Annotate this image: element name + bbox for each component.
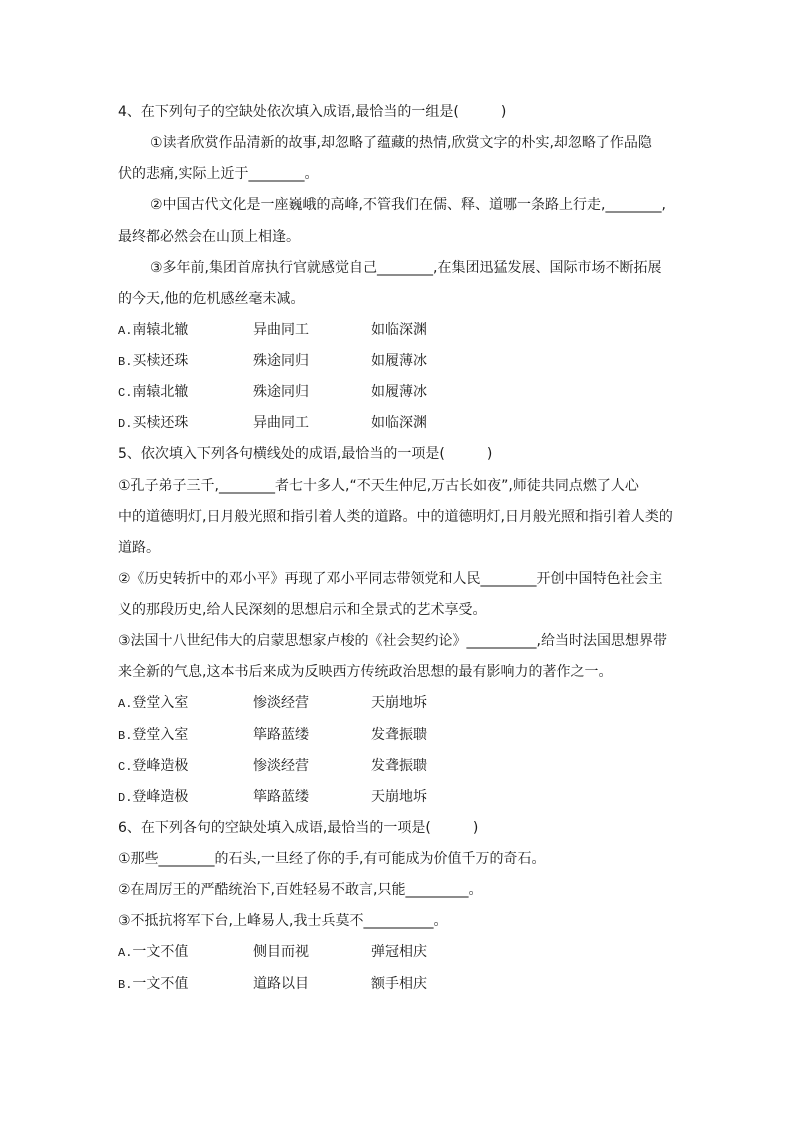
option-choice: 如履薄冰 <box>371 353 427 369</box>
option-cell <box>118 408 253 440</box>
question-4-option-c <box>118 377 694 408</box>
option-cell <box>118 688 253 720</box>
option-choice: 如履薄冰 <box>371 384 427 401</box>
option-choice: 一文不值 <box>132 944 189 961</box>
option-label: B. <box>118 977 133 992</box>
option-choice: 额手相庆 <box>371 975 427 992</box>
question-5-stem: 5、依次填入下列各句横线处的成语,最恰当的一项是( ) <box>118 446 493 463</box>
option-cell <box>118 315 253 347</box>
option-choice: 如临深渊 <box>371 415 427 432</box>
option-cell <box>118 346 253 378</box>
option-choice: 发聋振聩 <box>371 726 427 743</box>
option-choice: 殊途同归 <box>253 353 309 369</box>
option-choice: 天崩地坼 <box>371 788 427 805</box>
option-cell <box>118 720 253 752</box>
option-cell <box>118 751 253 783</box>
question-4-sentence-1-line-2: 伏的悲痛,实际上近于________。 <box>118 166 319 183</box>
question-4-option-a <box>118 315 694 346</box>
question-5-sentence-2-line-2: 义的那段历史,给人民深刻的思想启示和全景式的艺术享受。 <box>118 602 487 618</box>
option-label: A. <box>118 946 133 961</box>
option-choice: 发聋振聩 <box>371 757 427 774</box>
option-choice: 天崩地坼 <box>371 695 427 712</box>
question-6-option-b <box>118 969 694 1000</box>
option-choice: 买椟还珠 <box>132 353 189 369</box>
option-label: A. <box>118 323 133 338</box>
option-choice: 弹冠相庆 <box>371 944 427 961</box>
question-4-sentence-3-line-2: 的今天,他的危机感丝毫未减。 <box>118 290 305 307</box>
question-4-sentence-2-line-2: 最终都必然会在山顶上相逢。 <box>118 228 300 245</box>
option-choice: 筚路蓝缕 <box>253 726 309 743</box>
question-6-sentence-3: ③不抵抗将军下台,上峰易人,我士兵莫不__________。 <box>118 913 448 930</box>
question-4-option-d <box>118 408 694 439</box>
option-choice: 登堂入室 <box>132 726 189 743</box>
option-cell <box>118 377 253 409</box>
question-6-sentence-1: ①那些________的石头,一旦经了你的手,有可能成为价值千万的奇石。 <box>118 851 546 867</box>
question-4-option-b <box>118 346 694 377</box>
option-choice: 南辕北辙 <box>132 384 189 401</box>
option-cell <box>118 969 253 1001</box>
question-5-sentence-2-line-1: ②《历史转折中的邓小平》再现了邓小平同志带领党和人民________开创中国特色社会主 <box>118 570 663 587</box>
option-choice: 买椟还珠 <box>132 415 189 432</box>
question-6-sentence-2: ②在周厉王的严酷统治下,百姓轻易不敢言,只能_________。 <box>118 882 483 899</box>
option-choice: 登堂入室 <box>132 695 189 712</box>
option-choice: 一文不值 <box>132 975 189 992</box>
option-choice: 异曲同工 <box>253 321 309 338</box>
question-5-option-a <box>118 688 694 719</box>
question-5-sentence-3-line-2: 来全新的气息,这本书后来成为反映西方传统政治思想的最有影响力的著作之一。 <box>118 664 613 681</box>
option-label: D. <box>118 417 133 432</box>
option-label: C. <box>118 759 133 774</box>
option-choice: 惨淡经营 <box>253 695 309 712</box>
question-6-stem: 6、在下列各句的空缺处填入成语,最恰当的一项是( ) <box>118 819 479 836</box>
option-choice: 殊途同归 <box>253 384 309 401</box>
option-choice: 登峰造极 <box>132 757 189 774</box>
document-content <box>118 97 694 1000</box>
question-6-option-a <box>118 937 694 968</box>
option-choice: 登峰造极 <box>132 788 189 805</box>
option-choice: 异曲同工 <box>253 415 309 432</box>
question-5-option-d <box>118 782 694 813</box>
question-5-sentence-1-line-3: 道路。 <box>118 539 160 556</box>
option-label: A. <box>118 697 133 712</box>
question-4-sentence-2-line-1: ②中国古代文化是一座巍峨的高峰,不管我们在儒、释、道哪一条路上行走,________, <box>150 197 666 214</box>
option-choice: 南辕北辙 <box>132 321 189 338</box>
option-choice: 如临深渊 <box>371 321 427 338</box>
option-cell <box>118 937 253 969</box>
question-5-option-b <box>118 720 694 751</box>
option-label: B. <box>118 728 133 743</box>
question-4-stem: 4、在下列句子的空缺处依次填入成语,最恰当的一组是( ) <box>118 104 507 120</box>
question-5-sentence-1-line-2: 中的道德明灯,日月般光照和指引着人类的道路。中的道德明灯,日月般光照和指引着人类的 <box>118 508 673 525</box>
question-5-sentence-1-line-1: ①孔子弟子三千,________者七十多人,“不天生仲尼,万古长如夜”,师徒共同点燃了人心 <box>118 477 639 494</box>
option-choice: 筚路蓝缕 <box>253 788 309 805</box>
option-label: D. <box>118 790 133 805</box>
option-choice: 惨淡经营 <box>253 757 309 774</box>
question-5-sentence-3-line-1: ③法国十八世纪伟大的启蒙思想家卢梭的《社会契约论》__________,给当时法国思想界带 <box>118 633 667 650</box>
option-choice: 侧目而视 <box>253 944 309 961</box>
option-choice: 道路以目 <box>253 975 309 992</box>
option-label: C. <box>118 386 133 401</box>
option-label: B. <box>118 355 133 369</box>
question-5-option-c <box>118 751 694 782</box>
question-4-sentence-3-line-1: ③多年前,集团首席执行官就感觉自己________,在集团迅猛发展、国际市场不断拓展 <box>150 259 662 276</box>
question-4-sentence-1-line-1: ①读者欣赏作品清新的故事,却忽略了蕴藏的热情,欣赏文字的朴实,却忽略了作品隐 <box>150 135 652 152</box>
option-cell <box>118 782 253 814</box>
